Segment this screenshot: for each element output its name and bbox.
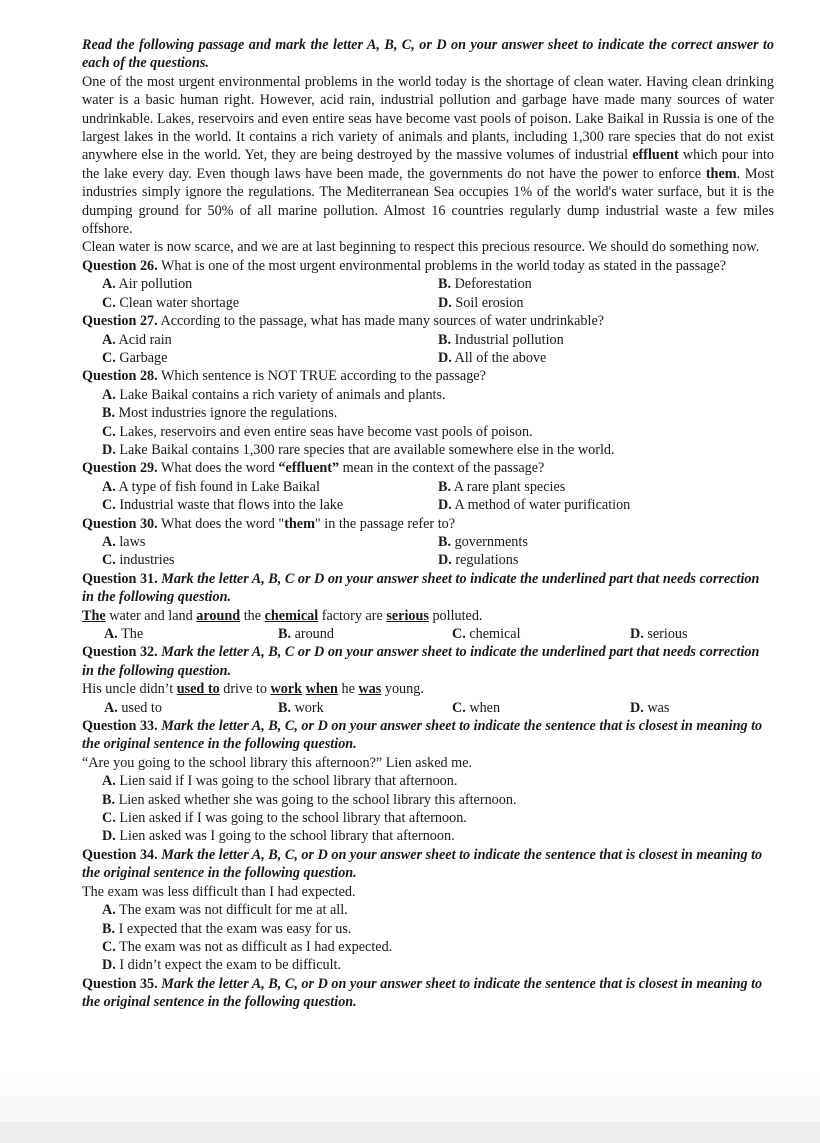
option-c[interactable]: C. The exam was not as difficult as I had expected. [102, 938, 393, 955]
option-d[interactable]: D. Lake Baikal contains 1,300 rare species that are available somewhere else in the world. [102, 441, 615, 458]
option-b[interactable]: B. A rare plant species [438, 478, 566, 495]
exam-content [82, 36, 774, 1012]
question-30-options [82, 533, 774, 570]
option-a[interactable]: A. Lien said if I was going to the school library that afternoon. [102, 773, 458, 790]
underlined-b: around [196, 607, 241, 624]
option-c[interactable]: C. Lakes, reservoirs and even entire seas have become vast pools of poison. [102, 423, 533, 440]
underlined-c: chemical [264, 607, 319, 624]
option-a[interactable]: A. The exam was not difficult for me at all. [102, 902, 348, 919]
option-c[interactable]: C. industries [102, 552, 175, 569]
question-27-options [82, 331, 774, 368]
option-b[interactable]: B. I expected that the exam was easy for us. [102, 920, 352, 937]
option-a[interactable]: A. A type of fish found in Lake Baikal [102, 478, 320, 495]
underlined-b: work [270, 681, 303, 698]
question-31-sentence: The water and land around the chemical factory are serious polluted. [82, 607, 483, 624]
option-a[interactable]: A. used to [104, 699, 162, 716]
question-34-options [82, 901, 774, 975]
passage-paragraph-2: Clean water is now scarce, and we are at last beginning to respect this precious resource. We should do something now. [82, 239, 760, 256]
question-31: Question 31. Mark the letter A, B, C or D on your answer sheet to indicate the underlined part that needs correction in the following question. [82, 570, 760, 606]
passage-instruction: Read the following passage and mark the letter A, B, C, or D on your answer sheet to indicate the correct answer to each of the questions. [82, 37, 774, 72]
option-b[interactable]: B. Industrial pollution [438, 331, 564, 348]
question-28: Question 28. Which sentence is NOT TRUE according to the passage? [82, 368, 486, 385]
underlined-d: serious [386, 607, 429, 624]
option-a[interactable]: A. Air pollution [102, 276, 193, 293]
option-a[interactable]: A. The [104, 626, 144, 642]
question-33-options [82, 772, 774, 846]
option-c[interactable]: C. Lien asked if I was going to the school library that afternoon. [102, 810, 467, 827]
question-29: Question 29. What does the word “effluent” mean in the context of the passage? [82, 460, 545, 477]
option-a[interactable]: A. Acid rain [102, 331, 172, 348]
question-35: Question 35. Mark the letter A, B, C, or D on your answer sheet to indicate the sentence that is closest in meaning to the original sentence in the following question. [82, 975, 763, 1011]
page-bottom-shadow [0, 1122, 820, 1143]
word-them: them [705, 165, 737, 182]
question-33: Question 33. Mark the letter A, B, C, or D on your answer sheet to indicate the sentence that is closest in meaning to the original sentence in the following question. [82, 718, 763, 753]
option-c[interactable]: C. when [452, 699, 501, 716]
question-32-options [82, 699, 774, 717]
option-d[interactable]: D. Soil erosion [438, 294, 524, 311]
question-31-options [82, 625, 774, 643]
option-c[interactable]: C. Clean water shortage [102, 294, 240, 311]
option-d[interactable]: D. regulations [438, 552, 519, 569]
option-b[interactable]: B. governments [438, 533, 528, 550]
option-b[interactable]: B. Deforestation [438, 276, 532, 293]
option-d[interactable]: D. serious [630, 626, 688, 642]
underlined-a: The [82, 607, 106, 624]
question-34-stem: The exam was less difficult than I had expected. [82, 883, 356, 900]
question-34: Question 34. Mark the letter A, B, C, or D on your answer sheet to indicate the sentence that is closest in meaning to the original sentence in the following question. [82, 846, 763, 882]
option-b[interactable]: B. Most industries ignore the regulations. [102, 405, 338, 422]
question-32: Question 32. Mark the letter A, B, C or D on your answer sheet to indicate the underlined part that needs correction in the following question. [82, 644, 760, 679]
question-29-options [82, 478, 774, 515]
option-d[interactable]: D. was [630, 699, 670, 716]
option-d[interactable]: D. A method of water purification [438, 497, 631, 514]
underlined-d: was [358, 681, 382, 698]
underlined-c: when [305, 681, 338, 698]
word-effluent: effluent [632, 147, 679, 164]
option-a[interactable]: A. Lake Baikal contains a rich variety of animals and plants. [102, 386, 446, 403]
passage-paragraph-1: One of the most urgent environmental problems in the world today is the shortage of clean water. Having clean drinking water is a basic human right. However, acid rain, industrial pollution and garbage have made many sources of water undrinkable. Lakes, reservoirs and even entire seas have become vast pools of poison. Lake Baikal in Russia is one of the largest lakes in the world. It contains a rich variety of animals and plants, including 1,300 rare species that do not exist anywhere else in the world. Yet, they are being destroyed by the massive volumes of industrial effluent which pour into the lake every day. Even though laws have been made, the governments do not have the power to enforce them. Most industries simply ignore the regulations. The Mediterranean Sea occupies 1% of the world's water surface, but it is the dumping ground for 50% of all marine pollution. Almost 16 countries regularly dump industrial waste a few miles offshore. [82, 73, 775, 238]
question-26-options [82, 275, 774, 312]
question-28-options [82, 386, 774, 460]
option-d[interactable]: D. All of the above [438, 349, 547, 366]
option-b[interactable]: B. around [278, 626, 334, 642]
option-c[interactable]: C. Garbage [102, 349, 168, 366]
question-30: Question 30. What does the word "them" in the passage refer to? [82, 515, 456, 532]
option-c[interactable]: C. chemical [452, 626, 521, 642]
option-d[interactable]: D. Lien asked was I going to the school library that afternoon. [102, 828, 455, 845]
question-26: Question 26. What is one of the most urgent environmental problems in the world today as stated in the passage? [82, 257, 727, 274]
option-d[interactable]: D. I didn’t expect the exam to be difficult. [102, 957, 342, 974]
option-b[interactable]: B. work [278, 699, 324, 716]
question-33-stem: “Are you going to the school library this afternoon?” Lien asked me. [82, 754, 473, 771]
option-a[interactable]: A. laws [102, 533, 146, 550]
underlined-a: used to [176, 681, 220, 698]
question-27: Question 27. According to the passage, what has made many sources of water undrinkable? [82, 313, 605, 330]
option-b[interactable]: B. Lien asked whether she was going to the school library this afternoon. [102, 791, 517, 808]
option-c[interactable]: C. Industrial waste that flows into the lake [102, 497, 344, 514]
question-32-sentence: His uncle didn’t used to drive to work when he was young. [82, 681, 424, 698]
